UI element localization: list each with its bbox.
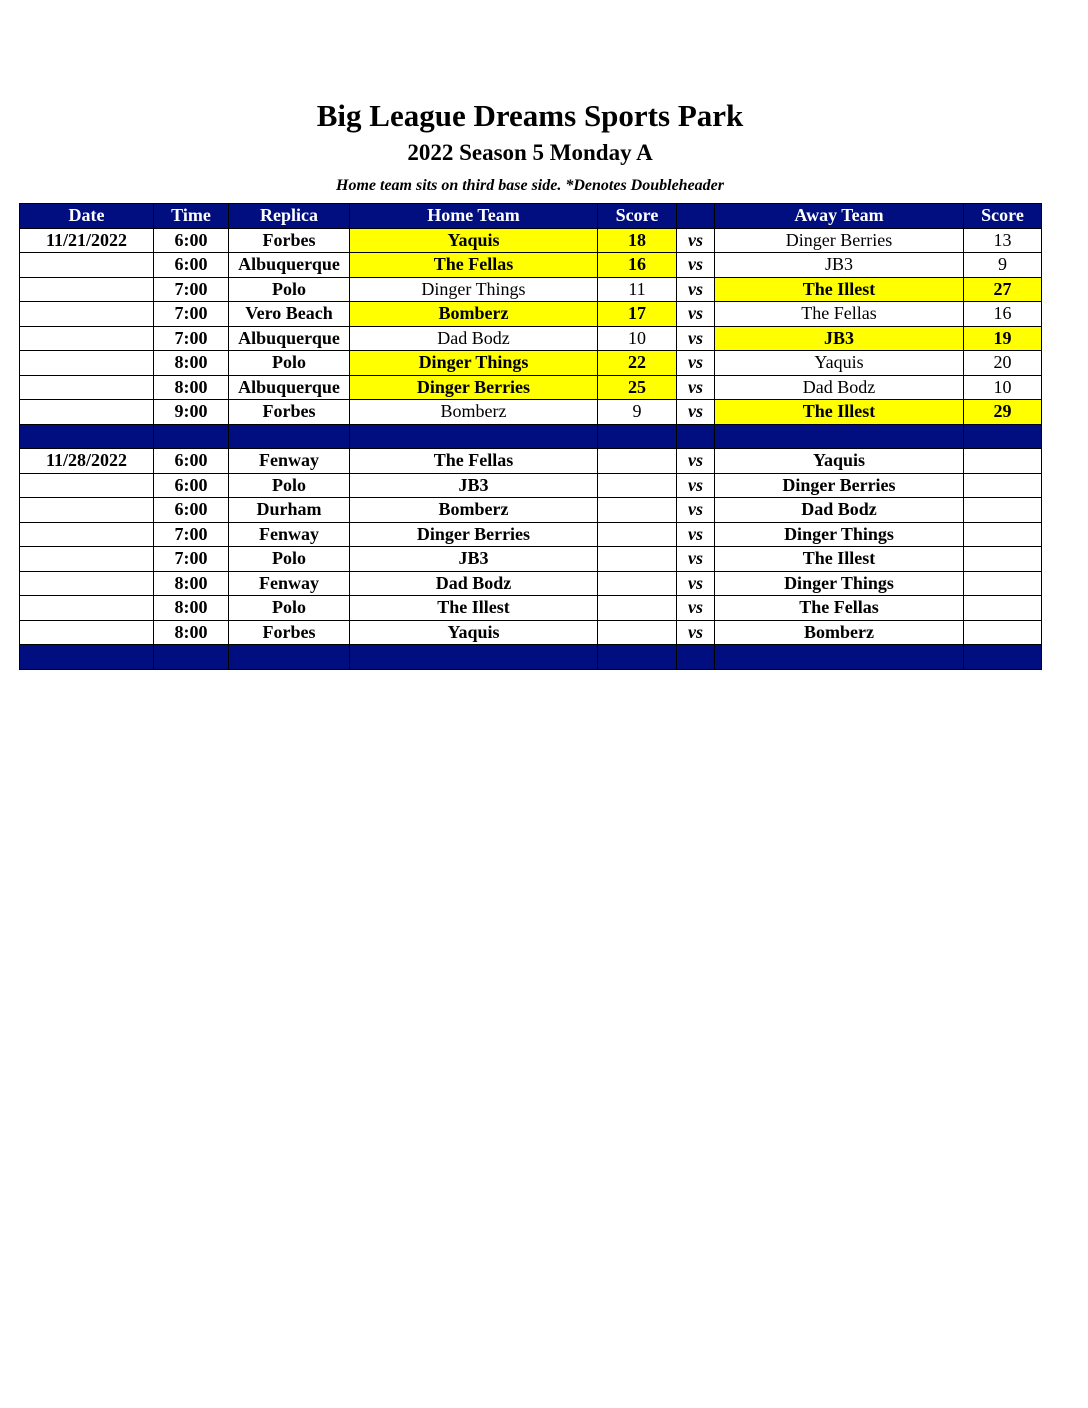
week-separator-row <box>20 645 1042 670</box>
cell-time: 8:00 <box>154 596 229 621</box>
cell-away-score <box>964 522 1042 547</box>
season-subtitle: 2022 Season 5 Monday A <box>407 140 653 165</box>
table-row <box>20 449 1042 474</box>
cell-home-score: 16 <box>598 253 677 278</box>
cell-home-team: The Illest <box>350 596 598 621</box>
cell-away-score <box>964 449 1042 474</box>
cell-replica: Polo <box>229 277 350 302</box>
cell-replica: Polo <box>229 473 350 498</box>
table-row <box>20 571 1042 596</box>
table-row <box>20 400 1042 425</box>
cell-away-team: Yaquis <box>715 449 964 474</box>
cell-date <box>20 620 154 645</box>
cell-home-team: Dinger Things <box>350 277 598 302</box>
cell-home-team: Dinger Things <box>350 351 598 376</box>
cell-time: 8:00 <box>154 620 229 645</box>
cell-home-team: Bomberz <box>350 498 598 523</box>
col-header-home-score: Score <box>598 204 677 229</box>
schedule-table <box>19 203 1042 670</box>
cell-vs: vs <box>677 620 715 645</box>
table-row <box>20 620 1042 645</box>
cell-home-team: Dad Bodz <box>350 571 598 596</box>
cell-replica: Polo <box>229 596 350 621</box>
cell-replica: Forbes <box>229 228 350 253</box>
cell-away-team: Dinger Berries <box>715 473 964 498</box>
cell-date <box>20 326 154 351</box>
cell-away-team: Dinger Things <box>715 571 964 596</box>
schedule-note: Home team sits on third base side. *Denotes Doubleheader <box>336 177 724 194</box>
cell-time: 8:00 <box>154 571 229 596</box>
cell-home-score: 25 <box>598 375 677 400</box>
cell-vs: vs <box>677 277 715 302</box>
cell-home-score <box>598 449 677 474</box>
cell-away-score: 13 <box>964 228 1042 253</box>
cell-replica: Albuquerque <box>229 326 350 351</box>
cell-time: 7:00 <box>154 277 229 302</box>
cell-replica: Fenway <box>229 449 350 474</box>
cell-replica: Albuquerque <box>229 253 350 278</box>
cell-vs: vs <box>677 596 715 621</box>
cell-away-team: JB3 <box>715 326 964 351</box>
table-row <box>20 253 1042 278</box>
cell-away-team: The Fellas <box>715 302 964 327</box>
cell-date <box>20 302 154 327</box>
cell-home-score <box>598 620 677 645</box>
cell-away-team: Bomberz <box>715 620 964 645</box>
cell-replica: Fenway <box>229 571 350 596</box>
col-header-away-score: Score <box>964 204 1042 229</box>
cell-away-score: 29 <box>964 400 1042 425</box>
cell-date <box>20 522 154 547</box>
cell-vs: vs <box>677 253 715 278</box>
cell-away-team: Yaquis <box>715 351 964 376</box>
cell-vs: vs <box>677 375 715 400</box>
cell-home-score: 22 <box>598 351 677 376</box>
cell-time: 8:00 <box>154 375 229 400</box>
cell-away-score: 20 <box>964 351 1042 376</box>
table-header-row <box>20 204 1042 229</box>
cell-time: 7:00 <box>154 302 229 327</box>
cell-away-score <box>964 620 1042 645</box>
cell-replica: Forbes <box>229 620 350 645</box>
table-row <box>20 326 1042 351</box>
cell-away-team: Dad Bodz <box>715 375 964 400</box>
cell-home-team: Dinger Berries <box>350 522 598 547</box>
col-header-vs <box>677 204 715 229</box>
cell-away-score: 27 <box>964 277 1042 302</box>
table-row <box>20 375 1042 400</box>
table-row <box>20 522 1042 547</box>
cell-date <box>20 596 154 621</box>
cell-home-team: The Fellas <box>350 253 598 278</box>
cell-vs: vs <box>677 547 715 572</box>
cell-vs: vs <box>677 302 715 327</box>
col-header-date: Date <box>20 204 154 229</box>
col-header-time: Time <box>154 204 229 229</box>
cell-date: 11/28/2022 <box>20 449 154 474</box>
page-title: Big League Dreams Sports Park <box>316 98 744 133</box>
cell-home-score: 10 <box>598 326 677 351</box>
cell-time: 9:00 <box>154 400 229 425</box>
cell-away-score: 9 <box>964 253 1042 278</box>
cell-home-score: 9 <box>598 400 677 425</box>
cell-date <box>20 473 154 498</box>
cell-vs: vs <box>677 571 715 596</box>
cell-vs: vs <box>677 498 715 523</box>
cell-away-team: The Illest <box>715 277 964 302</box>
cell-replica: Albuquerque <box>229 375 350 400</box>
cell-time: 7:00 <box>154 547 229 572</box>
cell-vs: vs <box>677 449 715 474</box>
cell-date: 11/21/2022 <box>20 228 154 253</box>
cell-home-team: The Fellas <box>350 449 598 474</box>
table-row <box>20 277 1042 302</box>
cell-away-team: Dinger Berries <box>715 228 964 253</box>
cell-vs: vs <box>677 473 715 498</box>
cell-away-score <box>964 596 1042 621</box>
cell-vs: vs <box>677 351 715 376</box>
col-header-home-team: Home Team <box>350 204 598 229</box>
cell-time: 8:00 <box>154 351 229 376</box>
cell-date <box>20 375 154 400</box>
table-row <box>20 473 1042 498</box>
cell-home-score: 11 <box>598 277 677 302</box>
table-row <box>20 228 1042 253</box>
cell-home-team: Bomberz <box>350 302 598 327</box>
cell-time: 7:00 <box>154 326 229 351</box>
col-header-away-team: Away Team <box>715 204 964 229</box>
table-row <box>20 547 1042 572</box>
cell-home-score <box>598 522 677 547</box>
cell-home-team: Dinger Berries <box>350 375 598 400</box>
cell-date <box>20 498 154 523</box>
cell-date <box>20 547 154 572</box>
cell-date <box>20 571 154 596</box>
cell-home-score <box>598 596 677 621</box>
cell-replica: Vero Beach <box>229 302 350 327</box>
cell-away-score <box>964 498 1042 523</box>
cell-vs: vs <box>677 400 715 425</box>
cell-vs: vs <box>677 522 715 547</box>
table-row <box>20 302 1042 327</box>
cell-home-score <box>598 547 677 572</box>
cell-home-score <box>598 473 677 498</box>
table-row <box>20 498 1042 523</box>
cell-home-score <box>598 498 677 523</box>
cell-home-team: JB3 <box>350 547 598 572</box>
cell-away-team: Dad Bodz <box>715 498 964 523</box>
cell-away-team: Dinger Things <box>715 522 964 547</box>
cell-time: 7:00 <box>154 522 229 547</box>
cell-home-team: JB3 <box>350 473 598 498</box>
cell-time: 6:00 <box>154 228 229 253</box>
cell-home-team: Yaquis <box>350 228 598 253</box>
cell-vs: vs <box>677 228 715 253</box>
table-row <box>20 351 1042 376</box>
cell-away-score <box>964 473 1042 498</box>
cell-away-score <box>964 547 1042 572</box>
cell-time: 6:00 <box>154 498 229 523</box>
cell-home-team: Dad Bodz <box>350 326 598 351</box>
cell-date <box>20 351 154 376</box>
table-row <box>20 596 1042 621</box>
cell-replica: Fenway <box>229 522 350 547</box>
cell-date <box>20 400 154 425</box>
cell-home-score: 17 <box>598 302 677 327</box>
cell-replica: Polo <box>229 547 350 572</box>
cell-time: 6:00 <box>154 449 229 474</box>
cell-away-team: The Illest <box>715 400 964 425</box>
cell-date <box>20 253 154 278</box>
cell-time: 6:00 <box>154 253 229 278</box>
cell-replica: Durham <box>229 498 350 523</box>
cell-home-team: Yaquis <box>350 620 598 645</box>
cell-date <box>20 277 154 302</box>
cell-away-score: 10 <box>964 375 1042 400</box>
cell-replica: Forbes <box>229 400 350 425</box>
cell-away-team: The Fellas <box>715 596 964 621</box>
cell-away-score <box>964 571 1042 596</box>
cell-away-team: The Illest <box>715 547 964 572</box>
cell-away-team: JB3 <box>715 253 964 278</box>
col-header-replica: Replica <box>229 204 350 229</box>
cell-away-score: 19 <box>964 326 1042 351</box>
cell-vs: vs <box>677 326 715 351</box>
cell-replica: Polo <box>229 351 350 376</box>
week-separator-row <box>20 424 1042 449</box>
cell-home-score: 18 <box>598 228 677 253</box>
cell-home-team: Bomberz <box>350 400 598 425</box>
cell-home-score <box>598 571 677 596</box>
cell-time: 6:00 <box>154 473 229 498</box>
cell-away-score: 16 <box>964 302 1042 327</box>
